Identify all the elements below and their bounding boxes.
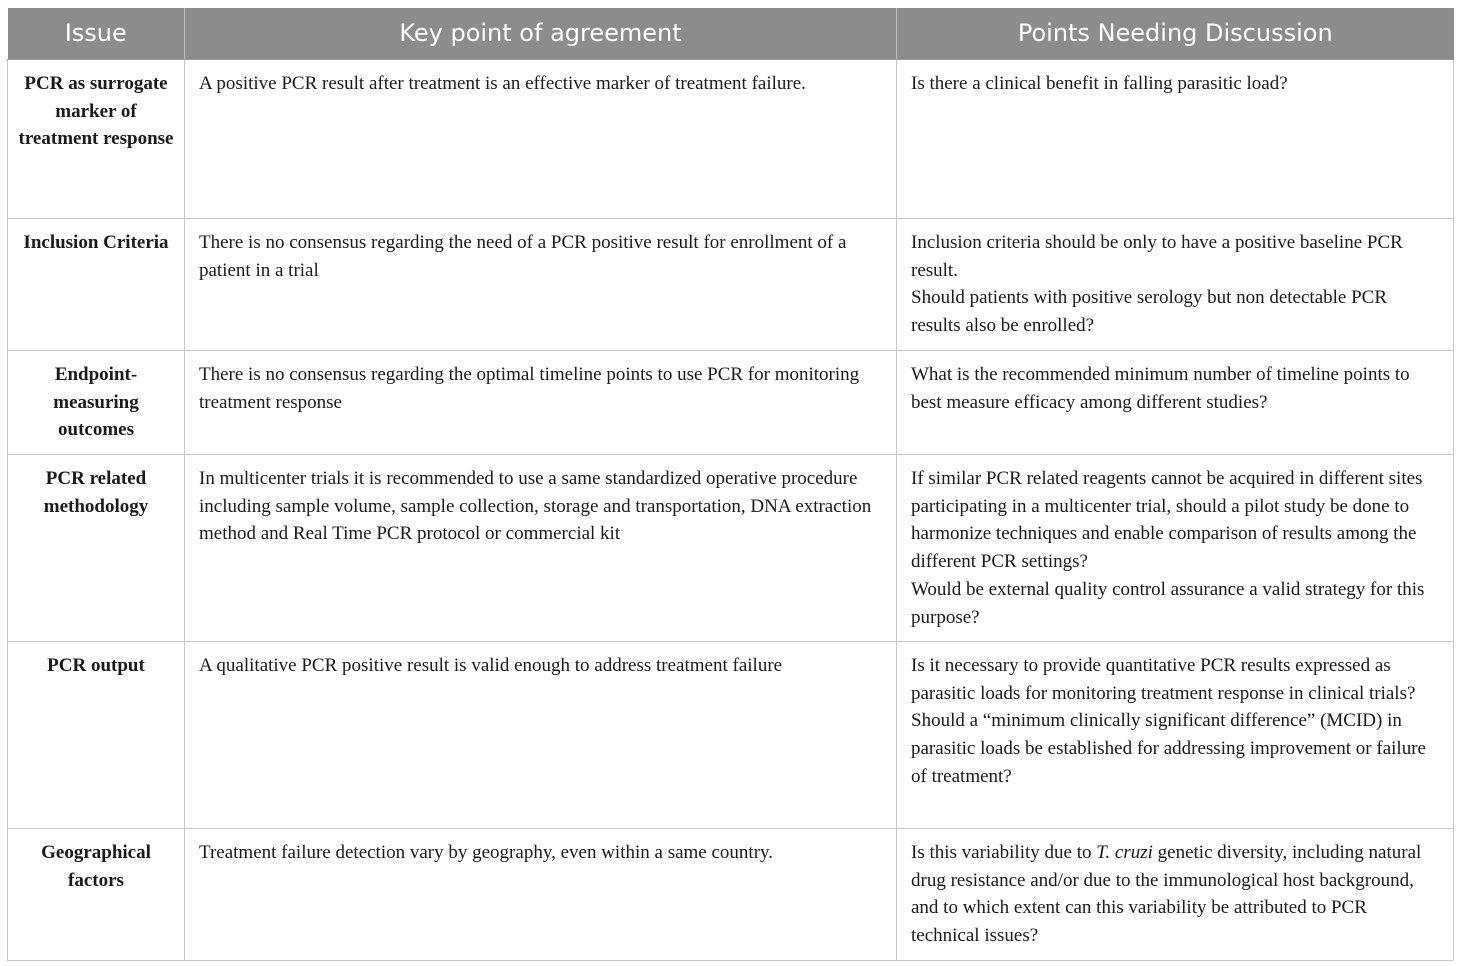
header-row — [8, 8, 1454, 60]
table-row — [8, 829, 1454, 961]
issue-cell: Inclusion Criteria — [8, 219, 185, 351]
discussion-cell — [897, 642, 1454, 829]
discussion-point: If similar PCR related reagents cannot be acquired in different sites participating in a multicenter trial, should a pilot study be done to harmonize techniques and enable comparison of results among the different PCR settings? — [911, 468, 1423, 573]
discussion-cell — [897, 219, 1454, 351]
issue-cell: PCR as surrogate marker of treatment response — [8, 60, 185, 219]
agreement-cell: Treatment failure detection vary by geography, even within a same country. — [185, 829, 897, 961]
discussion-text: genetic diversity, including natural drug resistance and/or due to the immunological host background, and to which extent can this variability be attributed to PCR technical issues? — [911, 842, 1422, 947]
table-row — [8, 455, 1454, 642]
issue-cell: PCR output — [8, 642, 185, 829]
table-body — [8, 60, 1454, 961]
agreement-cell: A qualitative PCR positive result is valid enough to address treatment failure — [185, 642, 897, 829]
table-header — [8, 8, 1454, 60]
header-discussion: Points Needing Discussion — [897, 8, 1454, 60]
issue-cell: PCR related methodology — [8, 455, 185, 642]
discussion-cell — [897, 455, 1454, 642]
discussion-point: Is it necessary to provide quantitative PCR results expressed as parasitic loads for monitoring treatment response in clinical trials? — [911, 655, 1416, 704]
agreement-cell: There is no consensus regarding the optimal timeline points to use PCR for monitoring treatment response — [185, 351, 897, 455]
agreement-cell: There is no consensus regarding the need of a PCR positive result for enrollment of a patient in a trial — [185, 219, 897, 351]
agreement-cell: A positive PCR result after treatment is an effective marker of treatment failure. — [185, 60, 897, 219]
header-issue: Issue — [8, 8, 185, 60]
consensus-table — [7, 8, 1454, 961]
discussion-cell — [897, 351, 1454, 455]
discussion-point: Would be external quality control assurance a valid strategy for this purpose? — [911, 578, 1425, 628]
table-row — [8, 60, 1454, 219]
discussion-point: Is there a clinical benefit in falling parasitic load? — [911, 73, 1288, 94]
discussion-point: What is the recommended minimum number of timeline points to best measure efficacy among different studies? — [911, 364, 1410, 413]
discussion-point: Should patients with positive serology but non detectable PCR results also be enrolled? — [911, 287, 1388, 337]
discussion-text: Is this variability due to — [911, 842, 1097, 863]
taxon-name: T. cruzi — [1096, 842, 1153, 863]
discussion-point: Should a “minimum clinically significant difference” (MCID) in parasitic loads be established for addressing improvement or failure of treatment? — [911, 710, 1426, 787]
discussion-cell — [897, 60, 1454, 219]
header-agreement: Key point of agreement — [185, 8, 897, 60]
agreement-cell: In multicenter trials it is recommended to use a same standardized operative procedure including sample volume, sample collection, storage and transportation, DNA extraction method and Real Time PCR protocol or commercial kit — [185, 455, 897, 642]
issue-cell: Geographical factors — [8, 829, 185, 961]
discussion-cell — [897, 829, 1454, 961]
table-row — [8, 219, 1454, 351]
discussion-point: Inclusion criteria should be only to have a positive baseline PCR result. — [911, 232, 1403, 281]
table-row — [8, 351, 1454, 455]
table-row — [8, 642, 1454, 829]
issue-cell: Endpoint-measuring outcomes — [8, 351, 185, 455]
